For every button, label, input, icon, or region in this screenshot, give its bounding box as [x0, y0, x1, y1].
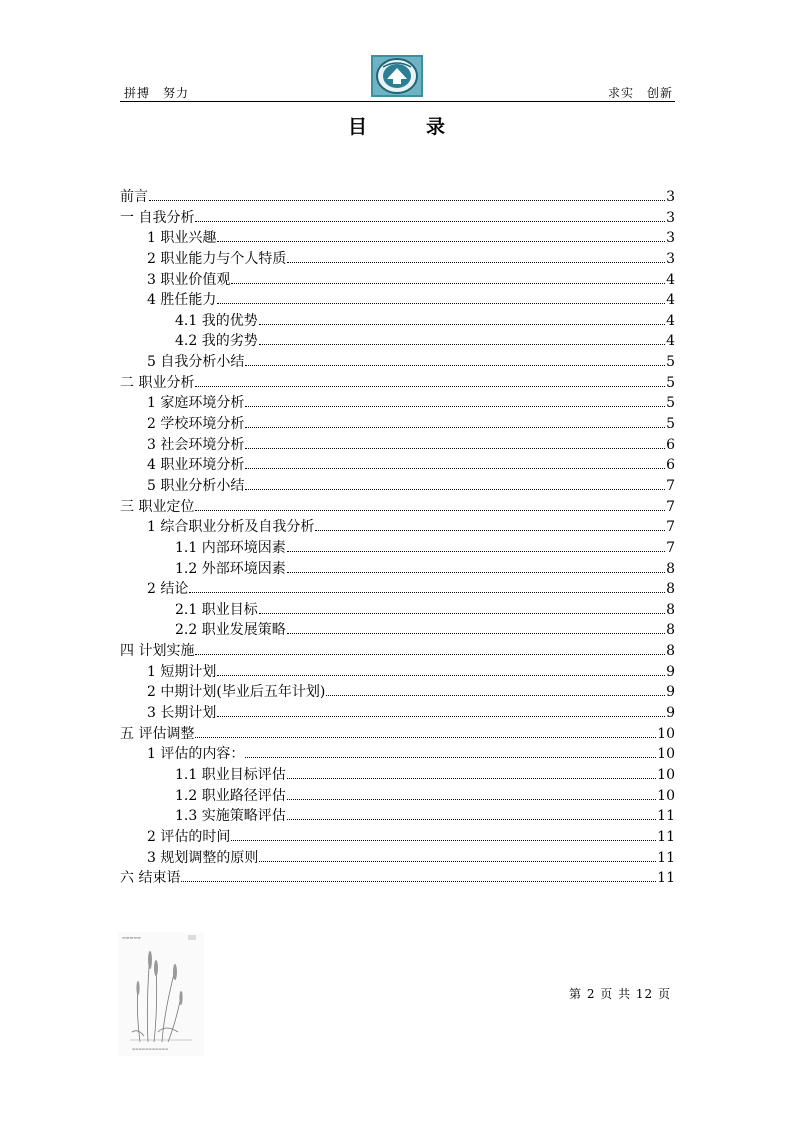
toc-leader-dots: [217, 675, 665, 676]
toc-entry-page: 9: [666, 705, 675, 722]
toc-entry-page: 11: [657, 870, 675, 887]
toc-leader-dots: [195, 654, 665, 655]
toc-entry-page: 9: [666, 663, 675, 680]
toc-entry-label: 2 中期计划(毕业后五年计划): [147, 684, 326, 701]
page-number: 第 2 页 共 12 页: [569, 987, 671, 1001]
header-divider: [120, 101, 675, 102]
toc-entry[interactable]: [120, 435, 675, 456]
toc-entry[interactable]: [120, 393, 675, 414]
toc-entry-page: 5: [666, 395, 675, 412]
toc-entry-page: 5: [666, 354, 675, 371]
toc-entry-page: 4: [666, 312, 675, 329]
toc-leader-dots: [245, 406, 665, 407]
toc-leader-dots: [287, 633, 665, 634]
toc-entry-page: 10: [657, 725, 675, 742]
toc-entry-page: 6: [666, 436, 675, 453]
school-emblem-icon: [371, 55, 423, 97]
toc-leader-dots: [259, 613, 665, 614]
toc-entry-page: 11: [657, 828, 675, 845]
toc-leader-dots: [315, 530, 665, 531]
toc-entry[interactable]: [120, 620, 675, 641]
toc-entry[interactable]: [120, 600, 675, 621]
toc-entry-label: 3 规划调整的原则: [147, 849, 259, 866]
toc-entry-page: 7: [666, 519, 675, 536]
toc-entry-label: 1 评估的内容：: [147, 746, 245, 763]
toc-entry[interactable]: [120, 187, 675, 208]
toc-entry-label: 1.3 实施策略评估: [175, 808, 286, 825]
toc-leader-dots: [259, 861, 656, 862]
toc-entry-label: 2 学校环境分析: [147, 416, 245, 433]
toc-entry-page: 9: [666, 684, 675, 701]
toc-entry-label: 2 评估的时间: [147, 828, 231, 845]
toc-entry[interactable]: [120, 848, 675, 869]
toc-entry-page: 6: [666, 457, 675, 474]
toc-entry-label: 3 长期计划: [147, 705, 217, 722]
toc-entry-label: 1.2 外部环境因素: [175, 560, 286, 577]
toc-entry[interactable]: [120, 497, 675, 518]
header-motto-left: 拼搏 努力: [124, 86, 190, 100]
toc-entry-label: 三 职业定位: [120, 498, 195, 515]
toc-entry-page: 10: [657, 746, 675, 763]
toc-leader-dots: [195, 221, 665, 222]
toc-leader-dots: [217, 303, 665, 304]
toc-leader-dots: [231, 283, 665, 284]
toc-entry-label: 六 结束语: [120, 870, 181, 887]
toc-entry[interactable]: [120, 559, 675, 580]
toc-entry-label: 3 职业价值观: [147, 271, 231, 288]
toc-entry-label: 1 家庭环境分析: [147, 395, 245, 412]
toc-entry[interactable]: [120, 744, 675, 765]
toc-entry-page: 8: [666, 643, 675, 660]
toc-leader-dots: [195, 510, 665, 511]
toc-leader-dots: [181, 881, 656, 882]
toc-entry[interactable]: [120, 249, 675, 270]
toc-entry[interactable]: [120, 290, 675, 311]
toc-entry-page: 7: [666, 498, 675, 515]
toc-entry-label: 前言: [120, 189, 148, 205]
toc-entry[interactable]: [120, 228, 675, 249]
toc-entry[interactable]: [120, 579, 675, 600]
toc-entry-page: 11: [657, 808, 675, 825]
toc-entry-label: 2 结论: [147, 581, 189, 598]
toc-leader-dots: [245, 365, 665, 366]
toc-leader-dots: [231, 840, 656, 841]
toc-entry-page: 8: [666, 622, 675, 639]
toc-leader-dots: [287, 551, 665, 552]
toc-entry-page: 8: [666, 581, 675, 598]
toc-entry-label: 1.1 内部环境因素: [175, 539, 286, 556]
toc-entry-page: 5: [666, 416, 675, 433]
toc-entry[interactable]: [120, 517, 675, 538]
toc-entry-label: 二 职业分析: [120, 374, 195, 391]
toc-entry[interactable]: [120, 414, 675, 435]
toc-entry-label: 2.2 职业发展策略: [175, 622, 286, 639]
toc-entry[interactable]: [120, 455, 675, 476]
toc-entry-label: 5 职业分析小结: [147, 477, 245, 494]
toc-entry-page: 5: [666, 374, 675, 391]
toc-entry-label: 1 综合职业分析及自我分析: [147, 519, 315, 536]
toc-leader-dots: [149, 200, 665, 201]
toc-leader-dots: [287, 262, 665, 263]
toc-entry[interactable]: [120, 724, 675, 745]
toc-entry-page: 4: [666, 271, 675, 288]
toc-leader-dots: [245, 448, 665, 449]
toc-entry-page: 7: [666, 477, 675, 494]
toc-entry-page: 10: [657, 766, 675, 783]
toc-entry-page: 3: [666, 250, 675, 267]
toc-entry-page: 10: [657, 787, 675, 804]
toc-entry-page: 4: [666, 333, 675, 350]
toc-leader-dots: [287, 778, 656, 779]
toc-leader-dots: [217, 716, 665, 717]
toc-entry-page: 3: [666, 189, 675, 205]
toc-leader-dots: [195, 737, 656, 738]
toc-entry[interactable]: [120, 682, 675, 703]
toc-entry-label: 4.2 我的劣势: [175, 333, 258, 350]
toc-entry-label: 5 自我分析小结: [147, 354, 245, 371]
toc-entry-label: 1 短期计划: [147, 663, 217, 680]
toc-entry[interactable]: [120, 806, 675, 827]
toc-entry-label: 2 职业能力与个人特质: [147, 250, 287, 267]
toc-leader-dots: [195, 386, 665, 387]
toc-leader-dots: [189, 592, 665, 593]
toc-entry-page: 8: [666, 560, 675, 577]
toc-entry[interactable]: [120, 641, 675, 662]
toc-entry[interactable]: [120, 476, 675, 497]
toc-entry-label: 4 胜任能力: [147, 292, 217, 309]
toc-entry[interactable]: [120, 538, 675, 559]
toc-entry-page: 7: [666, 539, 675, 556]
toc-entry[interactable]: [120, 868, 675, 889]
toc-entry[interactable]: [120, 827, 675, 848]
toc-leader-dots: [259, 324, 665, 325]
svg-text:▬▬▬▬▬▬▬▬▬▬▬: ▬▬▬▬▬▬▬▬▬▬▬: [132, 1047, 169, 1051]
toc-entry[interactable]: [120, 703, 675, 724]
toc-entry-page: 4: [666, 292, 675, 309]
toc-entry[interactable]: [120, 765, 675, 786]
toc-entry[interactable]: [120, 270, 675, 291]
toc-entry-label: 4 职业环境分析: [147, 457, 245, 474]
toc-entry-label: 1.1 职业目标评估: [175, 766, 286, 783]
toc-entry-label: 五 评估调整: [120, 725, 195, 742]
toc-entry-label: 1.2 职业路径评估: [175, 787, 286, 804]
toc-entry-page: 3: [666, 209, 675, 226]
toc-entry-label: 四 计划实施: [120, 643, 195, 660]
toc-entry-label: 2.1 职业目标: [175, 601, 258, 618]
toc-leader-dots: [287, 572, 665, 573]
toc-leader-dots: [245, 427, 665, 428]
toc-leader-dots: [287, 819, 656, 820]
toc-entry-page: 11: [657, 849, 675, 866]
toc-entry-label: 3 社会环境分析: [147, 436, 245, 453]
toc-leader-dots: [245, 489, 665, 490]
header-motto-right: 求实 创新: [607, 86, 673, 100]
toc-leader-dots: [245, 468, 665, 469]
toc-entry[interactable]: [120, 311, 675, 332]
table-of-contents: [120, 187, 675, 889]
toc-entry[interactable]: [120, 786, 675, 807]
toc-entry[interactable]: [120, 662, 675, 683]
botanical-sketch-icon: [118, 932, 204, 1056]
toc-leader-dots: [259, 344, 665, 345]
toc-leader-dots: [287, 799, 656, 800]
svg-text:▬▬▬▬▬: ▬▬▬▬▬: [122, 935, 141, 940]
toc-leader-dots: [245, 757, 656, 758]
toc-entry-page: 8: [666, 601, 675, 618]
toc-entry[interactable]: [120, 208, 675, 229]
toc-entry-page: 3: [666, 230, 675, 247]
toc-leader-dots: [326, 695, 665, 696]
toc-entry[interactable]: [120, 352, 675, 373]
toc-entry-label: 1 职业兴趣: [147, 230, 217, 247]
page-title: 目 录: [347, 116, 465, 138]
toc-entry-label: 4.1 我的优势: [175, 312, 258, 329]
toc-entry[interactable]: [120, 373, 675, 394]
toc-leader-dots: [217, 241, 665, 242]
toc-entry-label: 一 自我分析: [120, 209, 195, 226]
toc-entry[interactable]: [120, 331, 675, 352]
